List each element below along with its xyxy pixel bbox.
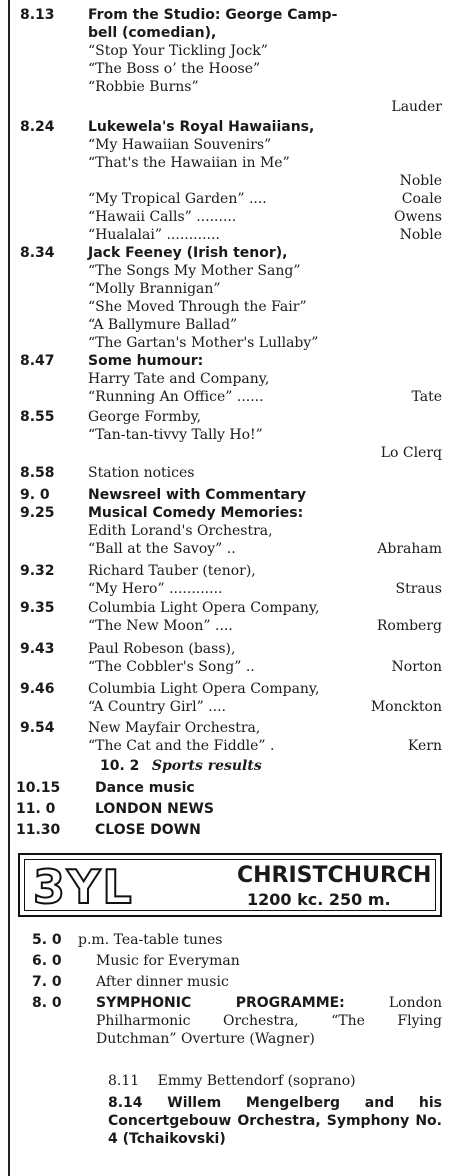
- song-title: “A Ballymure Ballad”: [88, 317, 238, 333]
- entry-title: Musical Comedy Memories:: [88, 505, 304, 521]
- song-row: [88, 208, 442, 226]
- entry-time: 8.14: [108, 1095, 143, 1111]
- station-frequency: 1200 kc. 250 m.: [247, 890, 391, 909]
- composer: Lauder: [391, 99, 442, 115]
- composer: Noble: [399, 173, 442, 189]
- entry-title: Newsreel with Commentary: [88, 487, 307, 503]
- entry-time: 9.25: [20, 505, 55, 521]
- entry-time: 7. 0: [32, 974, 62, 990]
- entry-time: 8.24: [20, 119, 55, 135]
- performer: Columbia Light Opera Company,: [88, 681, 320, 697]
- entry-time: 8.11: [108, 1073, 140, 1089]
- song-title: “My Hawaiian Souvenirs”: [88, 137, 272, 153]
- song-row: [88, 388, 442, 406]
- song-title: “The Gartan's Mother's Lullaby”: [88, 335, 319, 351]
- performer: New Mayfair Orchestra,: [88, 720, 261, 736]
- performer: Harry Tate and Company,: [88, 371, 270, 387]
- performer: Columbia Light Opera Company,: [88, 600, 320, 616]
- entry-time: 8.58: [20, 465, 55, 481]
- song-title: “Running An Office” ......: [88, 389, 264, 405]
- song-row: [88, 540, 442, 558]
- entry-title: LONDON NEWS: [95, 801, 214, 817]
- song-title: “A Country Girl” ....: [88, 699, 227, 715]
- performer: Richard Tauber (tenor),: [88, 563, 256, 579]
- song-title: “Robbie Burns”: [88, 79, 199, 95]
- entry-time: 8.55: [20, 409, 55, 425]
- column-rule: [8, 0, 10, 1176]
- entry-description: [96, 994, 442, 1048]
- song-title: “The Cobbler's Song” ..: [88, 659, 255, 675]
- song-title: “The Songs My Mother Sang”: [88, 263, 301, 279]
- song-title: “That's the Hawaiian in Me”: [88, 155, 290, 171]
- entry-time: 8.47: [20, 353, 55, 369]
- entry-time: 11.30: [16, 822, 61, 838]
- entry-title: Jack Feeney (Irish tenor),: [88, 245, 288, 261]
- entry-title: Station notices: [88, 465, 195, 481]
- composer: Straus: [395, 581, 442, 597]
- composer: Owens: [394, 209, 442, 225]
- entry-time: 8. 0: [32, 995, 62, 1011]
- entry-time: 9.46: [20, 681, 55, 697]
- song-row: [88, 226, 442, 244]
- song-row: [88, 658, 442, 676]
- song-title: “The New Moon” ....: [88, 618, 233, 634]
- entry-title: bell (comedian),: [88, 25, 217, 41]
- station-header-frame: [24, 859, 436, 914]
- entry-title: Lukewela's Royal Hawaiians,: [88, 119, 315, 135]
- entry-title: p.m. Tea-table tunes: [78, 932, 223, 948]
- song-title: “Molly Brannigan”: [88, 281, 221, 297]
- entry-time: 6. 0: [32, 953, 62, 969]
- entry-time: 10.15: [16, 780, 61, 796]
- composer: Kern: [407, 738, 442, 754]
- composer: Tate: [411, 389, 442, 405]
- performer: Edith Lorand's Orchestra,: [88, 523, 273, 539]
- song-title: “She Moved Through the Fair”: [88, 299, 307, 315]
- performer: Paul Robeson (bass),: [88, 641, 236, 657]
- station-callsign: 3YL: [33, 860, 134, 914]
- entry-title: Sports results: [151, 758, 262, 774]
- entry-title: Dance music: [95, 780, 195, 796]
- sub-entry: [96, 1094, 442, 1148]
- performer: George Formby,: [88, 409, 202, 425]
- song-row: [88, 698, 442, 716]
- song-row: [88, 737, 442, 755]
- song-title: “Hawaii Calls” .........: [88, 209, 237, 225]
- sub-entry: [100, 757, 442, 775]
- composer: Romberg: [376, 618, 442, 634]
- entry-time: 9.54: [20, 720, 55, 736]
- entry-title: Willem Mengelberg and his Concertgebouw Orchestra, Symphony No. 4 (Tchaikovski): [108, 1095, 443, 1147]
- composer: Monckton: [370, 699, 442, 715]
- entry-title: Music for Everyman: [96, 953, 240, 969]
- song-title: “The Boss o’ the Hoose”: [88, 61, 261, 77]
- entry-title: Emmy Bettendorf (soprano): [157, 1073, 356, 1089]
- entry-time: 5. 0: [32, 932, 62, 948]
- entry-detail: London Philharmonic Orchestra, “The Flying Dutchman” Overture (Wagner): [96, 995, 442, 1047]
- song-row: [88, 617, 442, 635]
- song-row: [88, 190, 442, 208]
- composer: Noble: [399, 227, 442, 243]
- song-title: “My Tropical Garden” ....: [88, 191, 267, 207]
- entry-time: 9.35: [20, 600, 55, 616]
- song-title: “The Cat and the Fiddle” .: [88, 738, 275, 754]
- sub-entry: [108, 1072, 442, 1090]
- entry-title: From the Studio: George Camp-: [88, 7, 338, 23]
- composer: Lo Clerq: [380, 445, 442, 461]
- entry-time: 8.34: [20, 245, 55, 261]
- entry-time: 11. 0: [16, 801, 56, 817]
- station-header: [18, 853, 442, 917]
- entry-time: 8.13: [20, 7, 55, 23]
- composer: Norton: [391, 659, 442, 675]
- entry-time: 10. 2: [100, 758, 140, 774]
- song-title: “Hualalai” ............: [88, 227, 220, 243]
- entry-title: SYMPHONIC PROGRAMME:: [96, 995, 345, 1011]
- song-title: “Tan-tan-tivvy Tally Ho!”: [88, 427, 263, 443]
- composer: Abraham: [377, 541, 442, 557]
- song-title: “My Hero” ............: [88, 581, 223, 597]
- entry-time: 9.32: [20, 563, 55, 579]
- song-title: “Ball at the Savoy” ..: [88, 541, 236, 557]
- entry-title: CLOSE DOWN: [95, 822, 201, 838]
- entry-time: 9.43: [20, 641, 55, 657]
- song-title: “Stop Your Tickling Jock”: [88, 43, 268, 59]
- entry-time: 9. 0: [20, 487, 50, 503]
- entry-title: After dinner music: [96, 974, 229, 990]
- entry-title: Some humour:: [88, 353, 204, 369]
- station-city: CHRISTCHURCH: [237, 863, 432, 888]
- song-row: [88, 580, 442, 598]
- composer: Coale: [401, 191, 442, 207]
